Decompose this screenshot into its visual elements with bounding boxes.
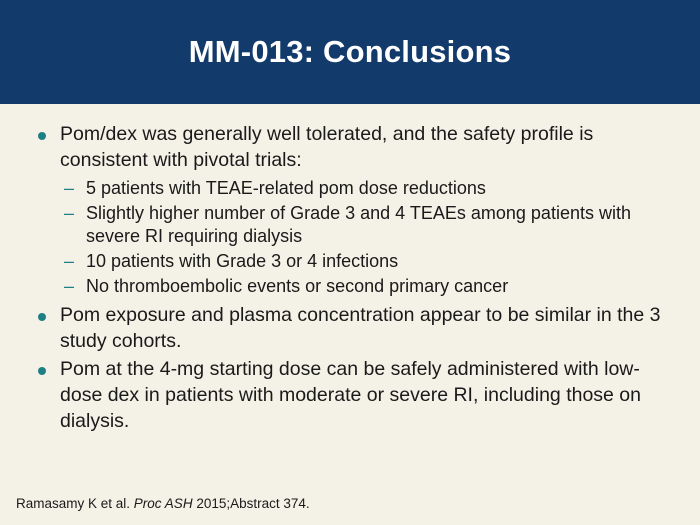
sub-bullet-text: 10 patients with Grade 3 or 4 infections	[86, 251, 399, 272]
list-item	[60, 275, 672, 299]
list-item	[30, 303, 672, 355]
sub-bullet-text: 5 patients with TEAE-related pom dose reductions	[86, 177, 486, 198]
bullet-text: Pom/dex was generally well tolerated, and the safety profile is consistent with pivotal trials:	[60, 123, 594, 171]
citation	[16, 496, 684, 511]
page-title: MM-013: Conclusions	[188, 34, 512, 69]
citation-suffix: 2015;Abstract 374.	[192, 496, 310, 511]
slide-body	[0, 104, 700, 525]
sub-bullet-list	[60, 177, 672, 299]
list-item	[60, 177, 672, 201]
sub-bullet-text: No thromboembolic events or second primary cancer	[86, 275, 509, 296]
slide-title-bar	[0, 0, 700, 104]
list-item	[60, 250, 672, 274]
bullet-text: Pom exposure and plasma concentration appear to be similar in the 3 study cohorts.	[60, 303, 661, 352]
bullet-text: Pom at the 4-mg starting dose can be safely administered with low-dose dex in patients with moderate or severe RI, including those on dialysis.	[60, 358, 642, 433]
list-item	[30, 357, 672, 435]
list-item	[60, 202, 672, 250]
citation-source: Proc ASH	[133, 496, 193, 511]
bullet-list	[30, 122, 672, 435]
sub-bullet-text: Slightly higher number of Grade 3 and 4 TEAEs among patients with severe RI requiring dialysis	[86, 202, 631, 247]
citation-prefix: Ramasamy K et al.	[16, 496, 134, 511]
list-item	[30, 122, 672, 299]
